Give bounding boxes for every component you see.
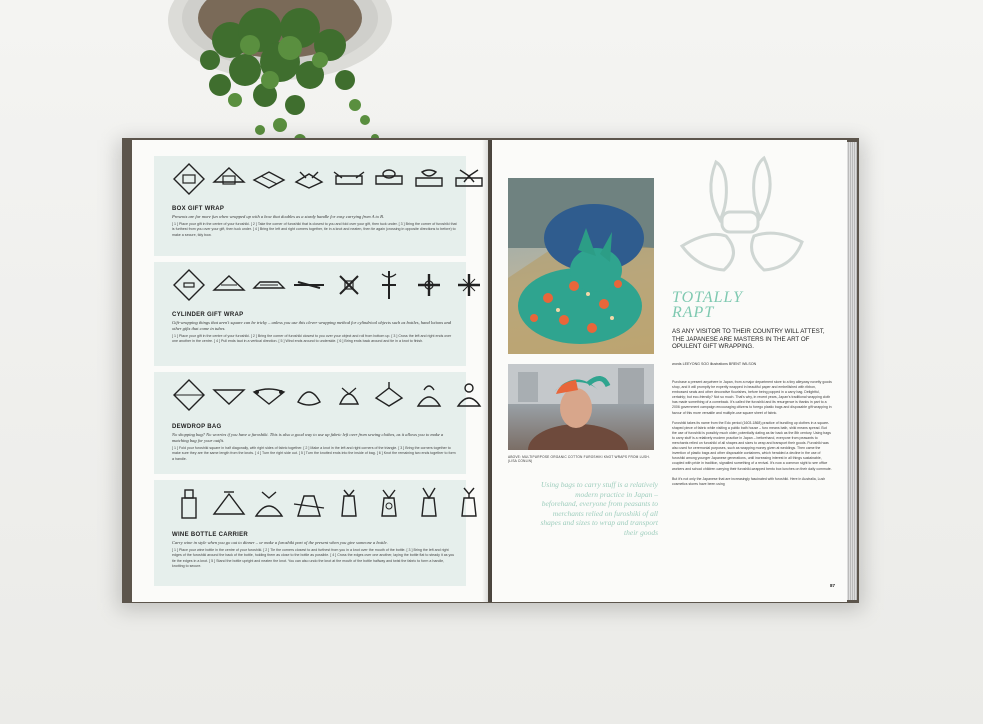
- right-page: [492, 140, 847, 602]
- section-title: BOX GIFT WRAP: [172, 206, 225, 212]
- pull-quote: Using bags to carry stuff is a relatively modern practice in Japan – beforehand, everyone from peasants to merchants relied on furoshiki of all shapes and sizes to wrap and transport their goods: [540, 480, 658, 537]
- article-headline: [672, 290, 743, 320]
- section-title: CYLINDER GIFT WRAP: [172, 312, 244, 318]
- bottle-step-icon: [212, 486, 246, 520]
- wine-carrier-diagrams: [172, 486, 486, 520]
- section-cylinder-gift-wrap: [154, 262, 466, 366]
- fold-step-icon: [412, 162, 446, 196]
- furoshiki-wrap-photo: [508, 178, 654, 354]
- cylinder-wrap-diagrams: [172, 268, 486, 302]
- fold-step-icon: [172, 162, 206, 196]
- section-intro: Gift-wrapping things that aren't square can be tricky – unless you use this clever wrapping method for cylindrical objects such as bottles, hand lotions and other gifts that come in tubes.: [172, 320, 451, 331]
- section-steps: [ 1 ] Place your gift in the centre of your furoshiki. [ 2 ] Take the corner of furoshiki that is closest to you and fold over your gift, then tuck under. [ 3 ] Bring the corner of furoshiki that is furthest from you over your gift, then tuck under. [ 4 ] Bring the left and right corners together, tie in a knot and neaten, then tie again (crossing in opposite directions to before) to make a secure, tidy bow.: [172, 222, 457, 237]
- page-number: 87: [829, 583, 835, 588]
- fold-step-icon: [252, 378, 286, 412]
- woman-headwrap-photo: [508, 364, 654, 450]
- headline-line-1: TOTALLY: [672, 289, 744, 306]
- bottle-step-icon: [172, 486, 206, 520]
- photo-caption: ABOVE: MULTIPURPOSE ORGANIC COTTON FUROSHIKI KNOT WRAPS FROM LUSH. (LISA CONLIN): [508, 455, 650, 463]
- fold-step-icon: [332, 268, 366, 302]
- photo-content: [508, 364, 654, 450]
- bottle-step-icon: [372, 486, 406, 520]
- article-standfirst: AS ANY VISITOR TO THEIR COUNTRY WILL ATTEST, THE JAPANESE ARE MASTERS IN THE ART OF OPULENT GIFT WRAPPING.: [672, 328, 825, 351]
- section-box-gift-wrap: [154, 156, 466, 256]
- article-body: [672, 380, 832, 492]
- fold-step-icon: [332, 162, 366, 196]
- fold-step-icon: [212, 378, 246, 412]
- section-dewdrop-bag: [154, 372, 466, 474]
- left-page: [132, 140, 488, 602]
- fold-step-icon: [252, 268, 286, 302]
- fold-step-icon: [332, 378, 366, 412]
- fold-step-icon: [452, 268, 486, 302]
- fold-step-icon: [292, 268, 326, 302]
- bottle-step-icon: [412, 486, 446, 520]
- fold-step-icon: [292, 378, 326, 412]
- fold-step-icon: [372, 268, 406, 302]
- fold-step-icon: [172, 378, 206, 412]
- fold-step-icon: [412, 378, 446, 412]
- body-paragraph: Furoshiki takes its name from the Edo period (1603-1868) practice of bundling up clothes in a square-shaped piece of fabric while visiting a public bath house – furo means bath, shiki means spread. But the use of furoshiki is possibly much older, potentially dating as far back as the 8th century. Using bags to carry stuff is a relatively modern practice in Japan – beforehand, everyone from peasants to merchants relied on furoshiki of all shapes and sizes to wrap and transport their goods. Furoshiki was also used for ceremonial purposes, such as wrapping money given at weddings. Then came the invention of plastic bags and other disposable containers, which heralded a decline in the use of furoshiki among younger Japanese generations, until increasing interest in all things sustainable, coupled with pride in tradition, signalled something of a revival. It's now a common sight to see office workers and school children carrying their furoshiki-wrapped bento box lunches on their daily commute.: [672, 420, 832, 471]
- section-intro: Presents are far more fun when wrapped up with a bow that doubles as a sturdy handle for easy carrying from A to B.: [172, 214, 384, 219]
- fold-step-icon: [212, 268, 246, 302]
- fold-step-icon: [372, 162, 406, 196]
- fold-step-icon: [452, 378, 486, 412]
- fold-step-icon: [452, 162, 486, 196]
- body-paragraph: Purchase a present anywhere in Japan, from a major department store to a tiny alleyway novelty goods shop, and it will promptly be expertly wrapped in beautiful paper and embellished with ribbon, embossed seals and other decorative flourishes, before being popped in a carry bag. Delightful, certainly; but eco-friendly? Not so much. That's why, in recent years, Japan's traditional wrapping cloth has made something of a comeback. It's called the furoshiki and its resurgence is thanks in part to a 2006 government campaign encouraging citizens to forego plastic bags and disposable gift wrapping in favour of this more versatile and multiple-use square sheet of fabric.: [672, 380, 832, 415]
- section-title: WINE BOTTLE CARRIER: [172, 532, 249, 538]
- bottle-step-icon: [292, 486, 326, 520]
- section-intro: Carry wine in style when you go out to dinner – or make a furoshiki part of the present when you give someone a bottle.: [172, 540, 388, 545]
- fold-step-icon: [292, 162, 326, 196]
- bottle-step-icon: [332, 486, 366, 520]
- fold-step-icon: [252, 162, 286, 196]
- section-steps: [ 1 ] Place your gift in the centre of your furoshiki. [ 2 ] Bring the corner of furoshiki closest to you over your object and roll from bottom up. [ 3 ] Cross the left and right ends over one another in the centre. [ 4 ] Pull ends taut in a vertical direction. [ 5 ] Wind ends around to underside. [ 6 ] Bring ends back around and tie in a knot to finish.: [172, 334, 452, 344]
- headline-line-2: RAPT: [672, 304, 715, 321]
- section-title: DEWDROP BAG: [172, 424, 222, 430]
- section-wine-bottle-carrier: [154, 480, 466, 586]
- body-paragraph: But it's not only the Japanese that are increasingly fascinated with furoshiki. Here in Australia, Lush cosmetics stores have been using: [672, 476, 826, 486]
- article-byline: words LEEYONG SOO illustrations BRENT WILSON: [672, 362, 757, 366]
- furoshiki-knot-illustration: [668, 142, 818, 272]
- fold-step-icon: [212, 162, 246, 196]
- section-steps: [ 1 ] Fold your furoshiki square in half diagonally, with right sides of fabric together. [ 2 ] Make a knot in the left and right corners of the triangle. [ 3 ] Bring the corners together to make sure they are the same length from the knots. [ 4 ] Turn the right side out. [ 5 ] Turn the knotted ends into the inside of bag. [ 6 ] Knot the remaining two ends together to form a handle.: [172, 446, 456, 461]
- photo-content: [508, 178, 654, 354]
- section-intro: No shopping bag? No worries if you have a furoshiki. This is also a good way to use up fabric left over from sewing clothes, as it allows you to make a matching bag for your outfit.: [172, 432, 444, 443]
- fold-step-icon: [372, 378, 406, 412]
- bottle-step-icon: [252, 486, 286, 520]
- section-steps: [ 1 ] Place your wine bottle in the centre of your furoshiki. [ 2 ] Tie the corners closest to and furthest from you in a knot over the mouth of the bottle. [ 3 ] Bring the left and right edges of the furoshiki around the back of the bottle, holding them as close to the bottle as possible. [ 4 ] Cross the edges over one another, laying the bottle flat to steady it as you tie the edges in a knot. [ 5 ] Stand the bottle upright and neaten the knot. You can also undo the knot at the mouth of the bottle halfway and twist the fabric to form a handle, knotting to secure.: [172, 548, 455, 569]
- box-wrap-diagrams: [172, 162, 486, 196]
- bottle-step-icon: [452, 486, 486, 520]
- fold-step-icon: [172, 268, 206, 302]
- fold-step-icon: [412, 268, 446, 302]
- dewdrop-bag-diagrams: [172, 378, 486, 412]
